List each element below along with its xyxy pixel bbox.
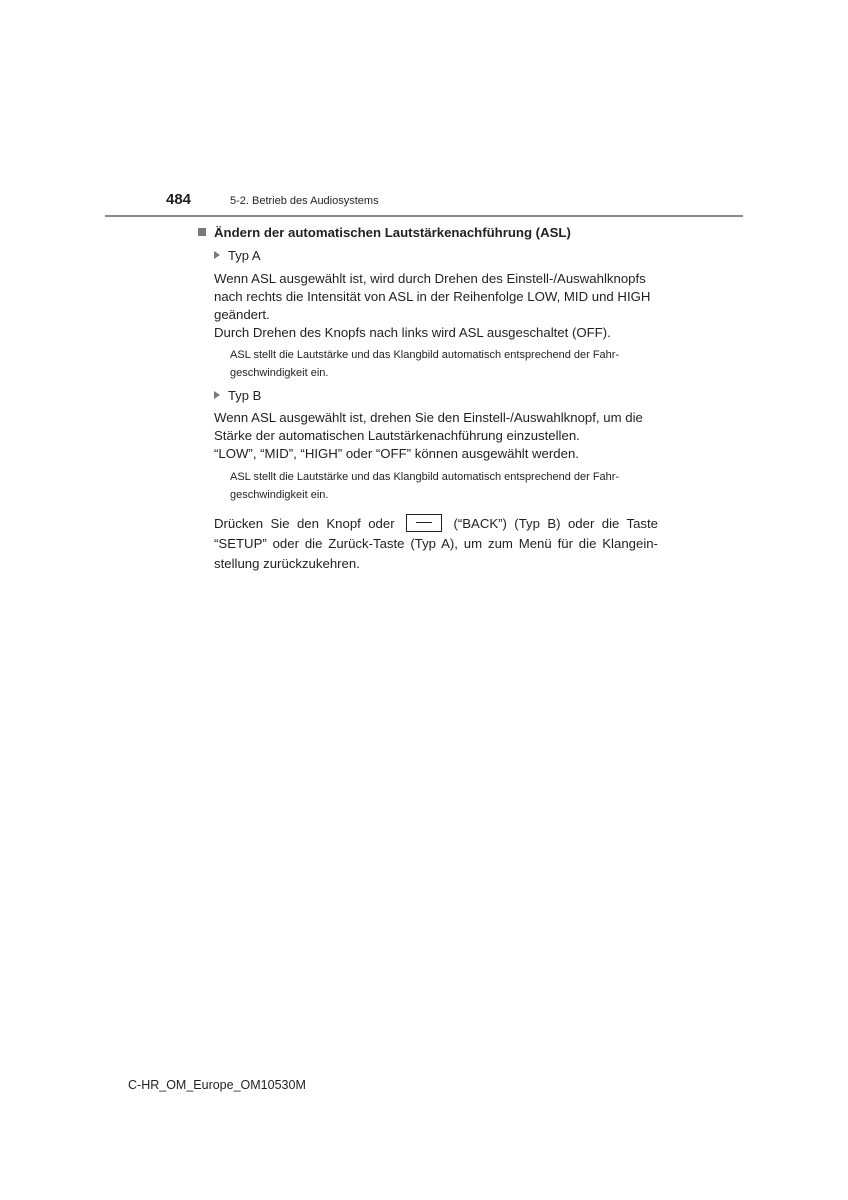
typ-b-note xyxy=(230,469,619,504)
section-heading xyxy=(198,225,571,240)
typ-b-line: Wenn ASL ausgewählt ist, drehen Sie den Einstell-/Auswahlknopf, um die xyxy=(214,410,643,425)
footer-doc-code: C-HR_OM_Europe_OM10530M xyxy=(128,1078,306,1092)
typ-a-note xyxy=(230,347,619,382)
typ-a-label-text: Typ A xyxy=(228,248,261,263)
typ-b-label-text: Typ B xyxy=(228,388,262,403)
triangle-bullet-icon xyxy=(214,251,220,259)
triangle-bullet-icon xyxy=(214,391,220,399)
header-rule xyxy=(105,215,743,217)
typ-a-paragraph xyxy=(214,270,650,342)
typ-a-line: geändert. xyxy=(214,307,270,322)
closing-text-before: Drücken Sie den Knopf oder xyxy=(214,516,395,531)
square-bullet-icon xyxy=(198,228,206,236)
typ-b-label xyxy=(214,388,261,403)
typ-b-note-line: ASL stellt die Lautstärke und das Klangbild automatisch entsprechend der Fahr- xyxy=(230,471,620,483)
closing-text-after: (“BACK”) (Typ B) oder die Taste “SETUP” oder die Zurück-Taste (Typ A), um zum Menü für die Klangeinstellung zurückzukehren. xyxy=(214,516,659,571)
typ-a-line: Wenn ASL ausgewählt ist, wird durch Drehen des Einstell-/Auswahlknopfs xyxy=(214,271,646,286)
typ-a-note-line: ASL stellt die Lautstärke und das Klangbild automatisch entsprechend der Fahr- xyxy=(230,349,620,361)
typ-b-line: “LOW”, “MID”, “HIGH” oder “OFF” können ausgewählt werden. xyxy=(214,446,579,461)
page-number: 484 xyxy=(166,191,192,208)
closing-paragraph xyxy=(214,514,658,574)
typ-b-paragraph xyxy=(214,409,643,463)
typ-b-note-line: geschwindigkeit ein. xyxy=(230,488,329,501)
back-key-icon xyxy=(406,514,442,532)
typ-a-note-line: geschwindigkeit ein. xyxy=(230,366,329,379)
typ-a-line: Durch Drehen des Knopfs nach links wird ASL ausgeschaltet (OFF). xyxy=(214,325,611,340)
typ-b-line: Stärke der automatischen Lautstärkenachführung einzustellen. xyxy=(214,428,580,443)
typ-a-line: nach rechts die Intensität von ASL in der Reihenfolge LOW, MID und HIGH xyxy=(214,289,651,304)
running-head: 5-2. Betrieb des Audiosystems xyxy=(230,195,379,207)
section-heading-text: Ändern der automatischen Lautstärkenachführung (ASL) xyxy=(214,225,571,240)
typ-a-label xyxy=(214,248,261,263)
